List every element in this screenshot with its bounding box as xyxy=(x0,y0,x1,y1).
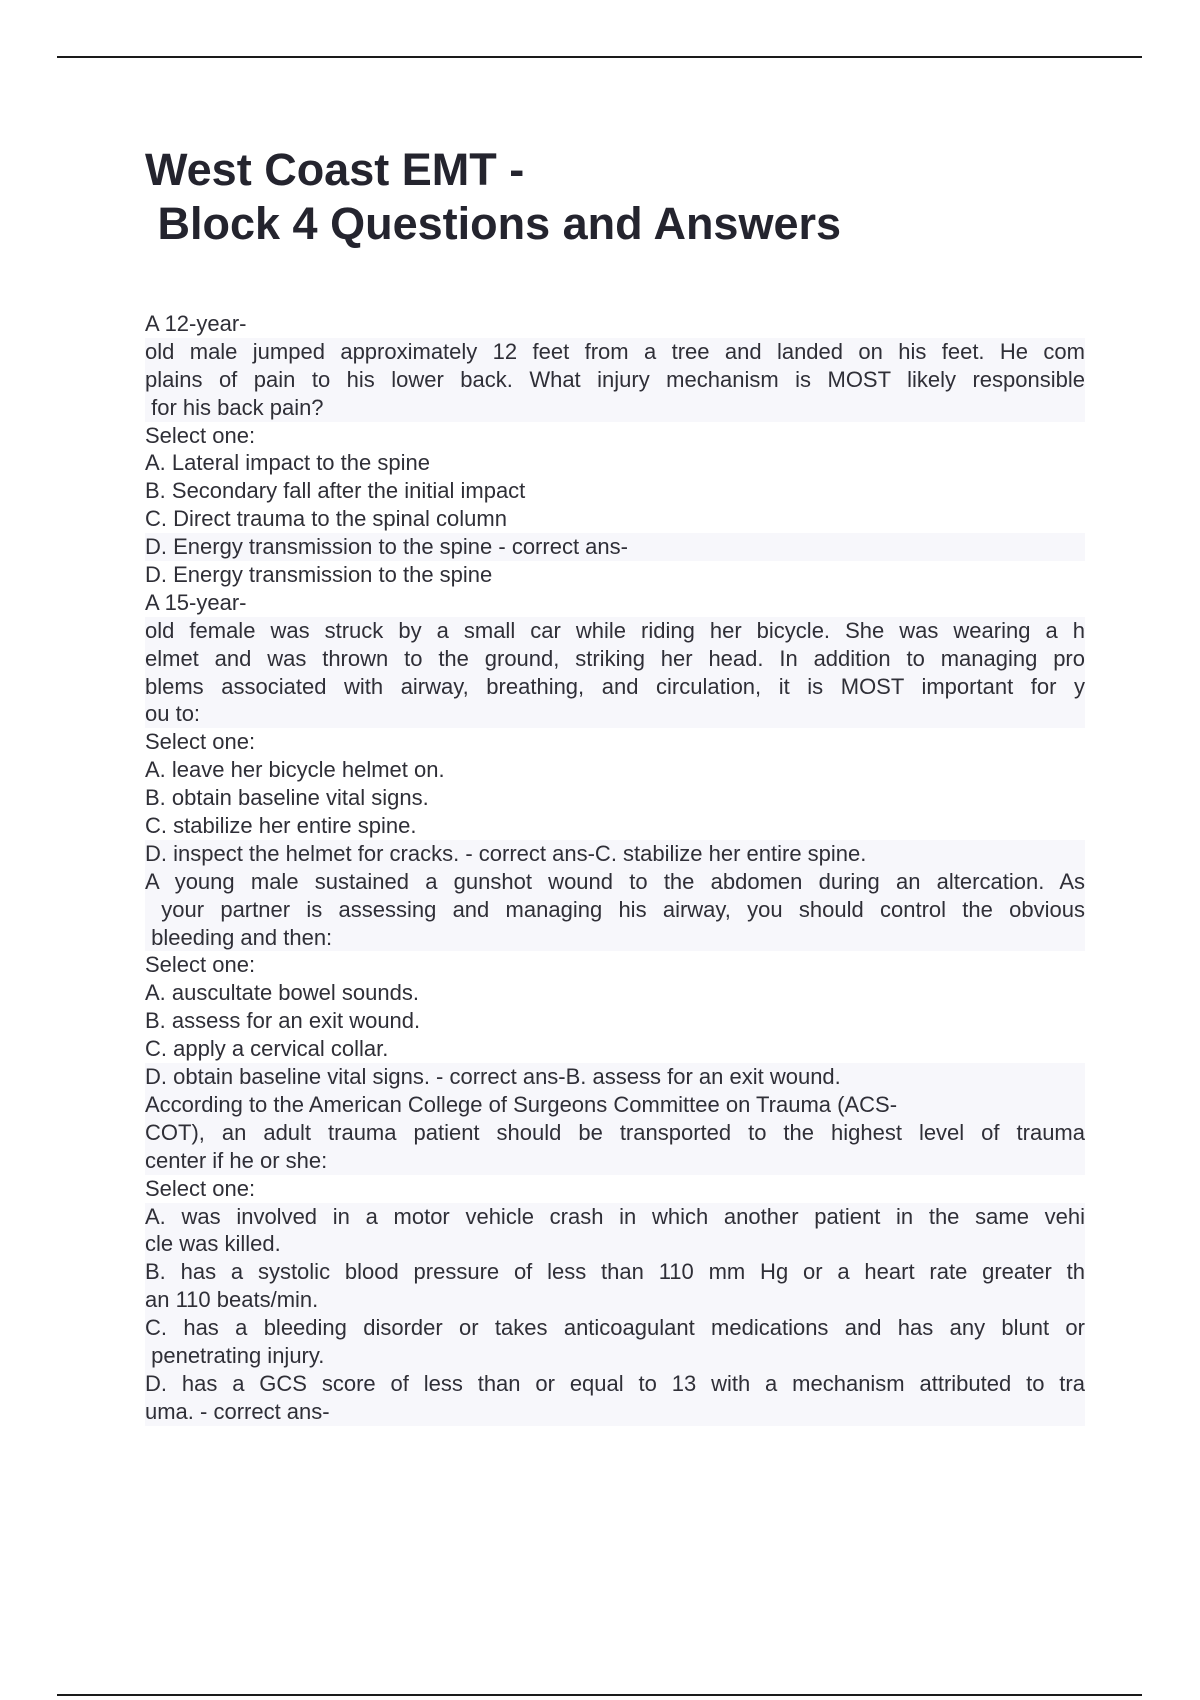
text-line: A 12-year- xyxy=(145,311,247,336)
text-line: uma. - correct ans- xyxy=(145,1398,1085,1426)
text-line: A. Lateral impact to the spine xyxy=(145,450,430,476)
text-line: D. Energy transmission to the spine xyxy=(145,562,493,588)
text-line: your partner is assessing and managing his airway, you should control the obvious xyxy=(145,896,1085,922)
text-line: C. Direct trauma to the spinal column xyxy=(145,506,507,532)
text-line: old male jumped approximately 12 feet from a tree and landed on his feet. He com xyxy=(145,338,1085,364)
text-line: Select one: xyxy=(145,952,256,978)
text-line: Select one: xyxy=(145,422,256,448)
text-line: bleeding and then: xyxy=(145,924,1085,952)
text-line: B. obtain baseline vital signs. xyxy=(145,785,429,811)
text-line: old female was struck by a small car while riding her bicycle. She was wearing a h xyxy=(145,617,1085,643)
text-line: A. leave her bicycle helmet on. xyxy=(145,757,445,783)
question-answer-text xyxy=(145,310,1085,1426)
text-line: D. obtain baseline vital signs. - correct ans-B. assess for an exit wound. xyxy=(145,1063,1085,1091)
text-line: Select one: xyxy=(145,1175,256,1201)
text-line: Select one: xyxy=(145,729,256,755)
text-line: an 110 beats/min. xyxy=(145,1286,1085,1314)
text-line: A. was involved in a motor vehicle crash in which another patient in the same vehi xyxy=(145,1203,1085,1229)
text-line: for his back pain? xyxy=(145,394,1085,422)
text-line: C. has a bleeding disorder or takes anticoagulant medications and has any blunt or xyxy=(145,1315,1085,1341)
text-line: ou to: xyxy=(145,700,1085,728)
text-line: elmet and was thrown to the ground, striking her head. In addition to managing pro xyxy=(145,645,1085,671)
text-line: cle was killed. xyxy=(145,1230,1085,1258)
bottom-rule xyxy=(57,1694,1142,1696)
title-line: Block 4 Questions and Answers xyxy=(145,198,842,249)
title-line: West Coast EMT - xyxy=(145,144,525,195)
text-line: center if he or she: xyxy=(145,1147,1085,1175)
text-line: blems associated with airway, breathing, and circulation, it is MOST important for y xyxy=(145,673,1085,699)
text-line: D. has a GCS score of less than or equal to 13 with a mechanism attributed to tra xyxy=(145,1370,1085,1396)
text-line: A 15-year- xyxy=(145,589,247,615)
text-line: B. assess for an exit wound. xyxy=(145,1008,421,1034)
text-line: plains of pain to his lower back. What injury mechanism is MOST likely responsible xyxy=(145,366,1085,392)
text-line: COT), an adult trauma patient should be transported to the highest level of trauma xyxy=(145,1119,1085,1145)
text-line: C. stabilize her entire spine. xyxy=(145,813,417,839)
text-line: penetrating injury. xyxy=(145,1342,1085,1370)
text-line: A young male sustained a gunshot wound to the abdomen during an altercation. As xyxy=(145,868,1085,894)
text-line: A. auscultate bowel sounds. xyxy=(145,980,419,1006)
top-rule xyxy=(57,56,1142,58)
text-line: D. inspect the helmet for cracks. - correct ans-C. stabilize her entire spine. xyxy=(145,840,1085,868)
text-line: B. has a systolic blood pressure of less than 110 mm Hg or a heart rate greater th xyxy=(145,1259,1085,1285)
text-line: According to the American College of Surgeons Committee on Trauma (ACS- xyxy=(145,1091,1085,1119)
text-line: C. apply a cervical collar. xyxy=(145,1036,389,1062)
document-title xyxy=(145,143,841,251)
text-line: B. Secondary fall after the initial impact xyxy=(145,478,526,504)
text-line: D. Energy transmission to the spine - correct ans- xyxy=(145,533,1085,561)
